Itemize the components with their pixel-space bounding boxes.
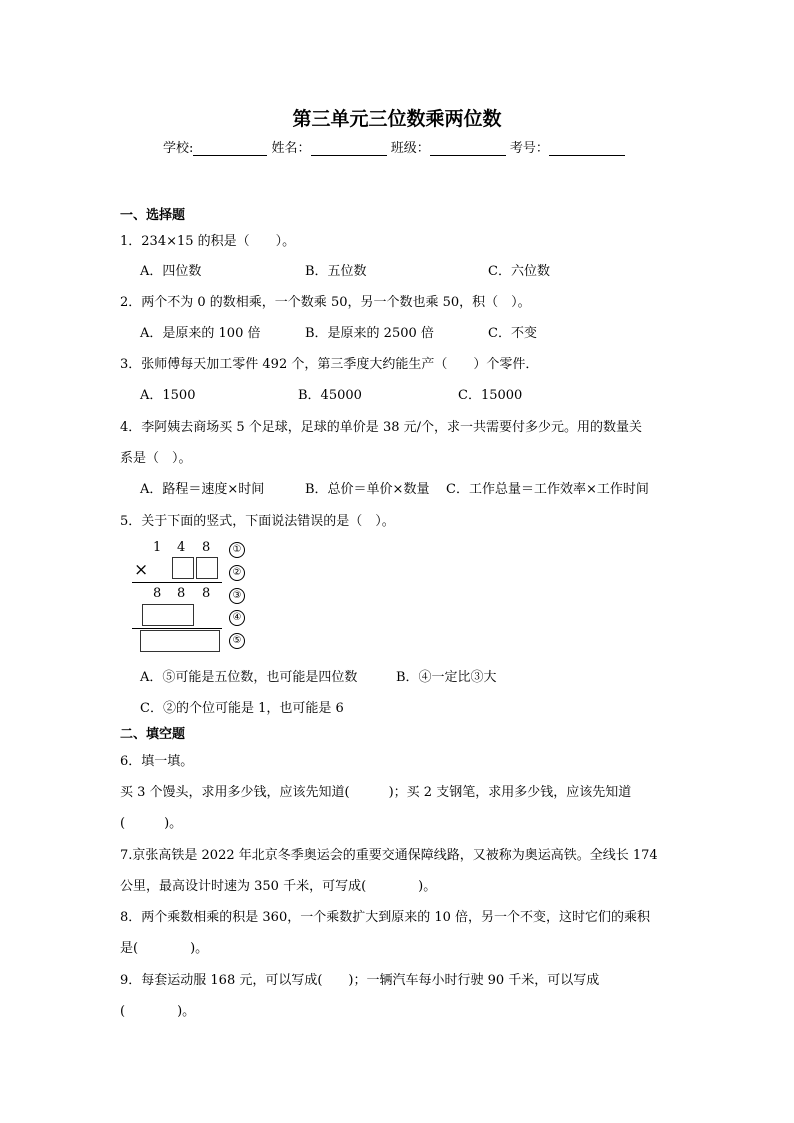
blank-box bbox=[196, 557, 218, 579]
question-4-line1: 4．李阿姨去商场买 5 个足球，足球的单价是 38 元/个，求一共需要付多少元。用的数量关 bbox=[120, 420, 642, 435]
q1-option-c: C．六位数 bbox=[488, 264, 550, 279]
times-sign: × bbox=[134, 560, 149, 580]
label-circle-2: ② bbox=[229, 565, 245, 581]
q3-option-c: C．15000 bbox=[458, 388, 523, 403]
question-9-line1: 9．每套运动服 168 元，可以写成( )；一辆汽车每小时行驶 90 千米，可以写成 bbox=[120, 973, 600, 988]
question-1: 1．234×15 的积是（ ）。 bbox=[120, 234, 296, 249]
q5-option-a: A．⑤可能是五位数，也可能是四位数 bbox=[140, 670, 358, 685]
question-9-line2: ( )。 bbox=[120, 1004, 196, 1019]
q2-option-b: B．是原来的 2500 倍 bbox=[305, 326, 434, 341]
section-fill-heading: 二、填空题 bbox=[120, 727, 186, 742]
name-blank bbox=[311, 141, 387, 156]
digit: 8 bbox=[202, 586, 211, 601]
question-8-line2: 是( )。 bbox=[120, 941, 209, 956]
page-title: 第三单元三位数乘两位数 bbox=[292, 108, 502, 130]
question-2: 2．两个不为 0 的数相乘，一个数乘 50，另一个数也乘 50，积（ ）。 bbox=[120, 295, 531, 310]
question-3: 3．张师傅每天加工零件 492 个，第三季度大约能生产（ ）个零件． bbox=[120, 357, 539, 372]
q1-option-b: B．五位数 bbox=[305, 264, 367, 279]
question-6-line1: 买 3 个馒头，求用多少钱，应该先知道( )；买 2 支钢笔，求用多少钱，应该先知道 bbox=[120, 785, 632, 800]
divider-line bbox=[132, 582, 222, 583]
blank-box bbox=[142, 604, 194, 626]
exam-no-label: 考号： bbox=[509, 141, 549, 156]
q3-option-b: B．45000 bbox=[298, 388, 362, 403]
section-choice-heading: 一、选择题 bbox=[120, 208, 186, 223]
q5-option-b: B．④一定比③大 bbox=[396, 670, 497, 685]
label-circle-3: ③ bbox=[229, 588, 245, 604]
divider-line bbox=[132, 628, 222, 629]
question-5: 5．关于下面的竖式，下面说法错误的是（ ）。 bbox=[120, 514, 395, 529]
blank-box bbox=[172, 557, 194, 579]
digit: 1 bbox=[153, 540, 162, 555]
q2-option-a: A．是原来的 100 倍 bbox=[140, 326, 261, 341]
school-label: 学校: bbox=[163, 141, 194, 156]
question-7-line2: 公里，最高设计时速为 350 千米，可写成( )。 bbox=[120, 879, 437, 894]
class-label: 班级： bbox=[390, 141, 430, 156]
name-label: 姓名： bbox=[271, 141, 311, 156]
digit: 8 bbox=[153, 586, 162, 601]
question-6-line2: ( )。 bbox=[120, 816, 183, 831]
q5-option-c: C．②的个位可能是 1，也可能是 6 bbox=[140, 701, 344, 716]
question-6: 6．填一填。 bbox=[120, 754, 194, 769]
q4-option-b: B．总价＝单价×数量 bbox=[305, 482, 430, 497]
q3-option-a: A．1500 bbox=[140, 388, 196, 403]
blank-box bbox=[140, 630, 220, 652]
info-row bbox=[163, 137, 625, 156]
class-blank bbox=[430, 141, 506, 156]
q4-option-a: A．路程＝速度×时间 bbox=[140, 482, 265, 497]
label-circle-1: ① bbox=[229, 542, 245, 558]
q1-option-a: A．四位数 bbox=[140, 264, 202, 279]
q2-option-c: C．不变 bbox=[488, 326, 537, 341]
label-circle-5: ⑤ bbox=[229, 633, 245, 649]
question-7-line1: 7.京张高铁是 2022 年北京冬季奥运会的重要交通保障线路，又被称为奥运高铁。全线长 174 bbox=[120, 848, 658, 863]
digit: 8 bbox=[177, 586, 186, 601]
question-8-line1: 8．两个乘数相乘的积是 360，一个乘数扩大到原来的 10 倍，另一个不变，这时它们的乘积 bbox=[120, 910, 651, 925]
exam-no-blank bbox=[549, 141, 625, 156]
label-circle-4: ④ bbox=[229, 610, 245, 626]
school-blank bbox=[193, 141, 267, 156]
question-4-line2: 系是（ ）。 bbox=[120, 451, 192, 466]
digit: 4 bbox=[177, 540, 186, 555]
q4-option-c: C．工作总量＝工作效率×工作时间 bbox=[446, 482, 649, 497]
digit: 8 bbox=[202, 540, 211, 555]
